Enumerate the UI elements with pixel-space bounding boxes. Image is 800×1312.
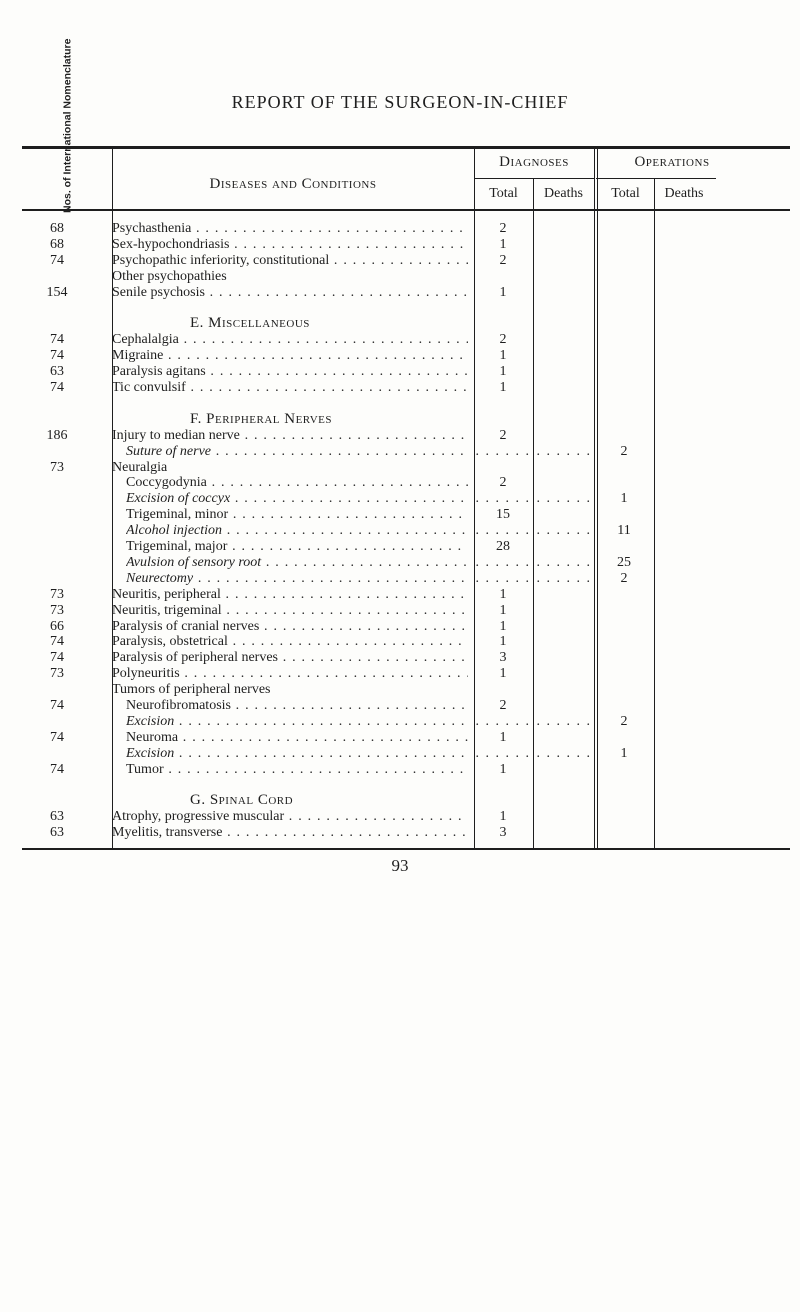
operations-total: 2 bbox=[620, 443, 628, 459]
nomenclature-number: 74 bbox=[50, 698, 64, 713]
disease-label: Myelitis, transverse . . . bbox=[112, 822, 468, 843]
disease-label: Other psychopathies bbox=[112, 268, 227, 284]
diagnoses-deaths-filler: . . . . . . bbox=[536, 443, 592, 459]
operations-total: 1 bbox=[620, 491, 628, 507]
disease-label: Injury to median nerve . . . bbox=[112, 425, 468, 446]
diagnoses-total: 1 bbox=[499, 729, 507, 745]
disease-label: Tumor . . . bbox=[126, 759, 468, 780]
diagnoses-total: 1 bbox=[499, 364, 507, 380]
diagnoses-subrule bbox=[474, 178, 594, 179]
diagnoses-deaths-filler: . . . . . . bbox=[536, 570, 592, 586]
nomenclature-number: 74 bbox=[50, 650, 64, 666]
diagnoses-total-filler: . . . . . . bbox=[475, 443, 531, 459]
diagnoses-total: 1 bbox=[499, 380, 507, 395]
disease-label: Polyneuritis . . . bbox=[112, 663, 468, 684]
nomenclature-number: 63 bbox=[50, 825, 64, 841]
diagnoses-total: 1 bbox=[499, 602, 507, 618]
nomenclature-number: 68 bbox=[50, 236, 64, 252]
diagnoses-total-filler: . . . . . . bbox=[475, 713, 531, 729]
operation-label: Neurectomy . . . bbox=[126, 568, 468, 589]
diagnoses-total-filler: . . . . . . bbox=[475, 745, 531, 761]
nomenclature-number: 74 bbox=[50, 729, 64, 745]
disease-label: Tumors of peripheral nerves bbox=[112, 682, 271, 698]
top-rule bbox=[22, 146, 790, 149]
operation-label: Avulsion of sensory root . . . bbox=[126, 552, 468, 573]
disease-label: Psychopathic inferiority, constitutional . . . bbox=[112, 250, 468, 271]
operations-total: 2 bbox=[620, 570, 628, 586]
disease-label: Psychasthenia . . . bbox=[112, 218, 468, 239]
nomenclature-number: 74 bbox=[50, 252, 64, 268]
disease-label: Migraine . . . bbox=[112, 345, 468, 366]
diagnoses-header: Diagnoses bbox=[499, 154, 569, 170]
diagnoses-total: 28 bbox=[496, 539, 510, 554]
section-heading: G. Spinal Cord bbox=[190, 792, 294, 809]
nomenclature-number: 73 bbox=[50, 666, 64, 682]
nomenclature-number: 63 bbox=[50, 364, 64, 380]
diagnoses-total: 15 bbox=[496, 507, 510, 523]
diagnoses-total: 1 bbox=[499, 586, 507, 602]
diagnoses-total: 1 bbox=[499, 284, 507, 300]
operation-label: Alcohol injection . . . bbox=[126, 520, 468, 541]
diagnoses-total: 2 bbox=[499, 332, 507, 348]
nomenclature-header: Nos. of International Nomenclature bbox=[61, 38, 74, 213]
operations-total-header: Total bbox=[611, 186, 640, 201]
diagnoses-total-filler: . . . . . . bbox=[475, 554, 531, 570]
diagnoses-deaths-filler: . . . . . . bbox=[536, 713, 592, 729]
diagnoses-total: 2 bbox=[499, 475, 507, 491]
section-heading: E. Miscellaneous bbox=[190, 315, 310, 332]
disease-label: Sex-hypochondriasis . . . bbox=[112, 234, 468, 255]
diagnoses-total: 1 bbox=[499, 761, 507, 777]
nomenclature-number: 74 bbox=[50, 634, 64, 650]
nomenclature-number: 66 bbox=[50, 618, 64, 634]
disease-label: Neuralgia bbox=[112, 459, 168, 475]
diagnoses-total: 1 bbox=[499, 666, 507, 682]
disease-label: Neurofibromatosis . . . bbox=[126, 695, 468, 716]
disease-label: Senile psychosis . . . bbox=[112, 282, 468, 303]
disease-label: Trigeminal, minor . . . bbox=[126, 504, 468, 525]
diagnoses-total: 1 bbox=[499, 236, 507, 252]
diagnoses-total: 1 bbox=[499, 634, 507, 650]
diagnoses-total: 1 bbox=[499, 348, 507, 364]
disease-label: Paralysis of peripheral nerves . . . bbox=[112, 647, 468, 668]
header-bottom-rule bbox=[22, 209, 790, 211]
operation-label: Suture of nerve . . . bbox=[126, 441, 468, 462]
operations-subrule bbox=[596, 178, 716, 179]
nomenclature-number: 73 bbox=[50, 602, 64, 618]
nomenclature-number: 74 bbox=[50, 332, 64, 348]
nomenclature-number: 73 bbox=[50, 586, 64, 602]
operation-label: Excision . . . bbox=[126, 711, 468, 732]
operations-deaths-header: Deaths bbox=[664, 186, 704, 201]
disease-label: Paralysis, obstetrical . . . bbox=[112, 631, 468, 652]
diagnoses-total-filler: . . . . . . bbox=[475, 491, 531, 507]
disease-label: Neuritis, trigeminal . . . bbox=[112, 600, 468, 621]
disease-label: Trigeminal, major . . . bbox=[126, 536, 468, 557]
nomenclature-number: 63 bbox=[50, 809, 64, 825]
nomenclature-number: 186 bbox=[46, 427, 68, 443]
diagnoses-total: 1 bbox=[499, 809, 507, 825]
diagnoses-total: 2 bbox=[499, 427, 507, 443]
diagnoses-total: 1 bbox=[499, 618, 507, 634]
operations-total: 2 bbox=[620, 713, 628, 729]
nomenclature-number: 74 bbox=[50, 348, 64, 364]
disease-label: Neuritis, peripheral . . . bbox=[112, 584, 468, 605]
disease-label: Coccygodynia . . . bbox=[126, 472, 468, 493]
disease-label: Neuroma . . . bbox=[126, 727, 468, 748]
operations-header: Operations bbox=[634, 154, 710, 170]
operation-label: Excision . . . bbox=[126, 743, 468, 764]
operations-total: 11 bbox=[617, 523, 631, 539]
operations-total: 1 bbox=[620, 745, 628, 761]
disease-label: Cephalalgia . . . bbox=[112, 329, 468, 350]
page-number: 93 bbox=[391, 856, 409, 875]
diagnoses-total-filler: . . . . . . bbox=[475, 570, 531, 586]
page-header: REPORT OF THE SURGEON-IN-CHIEF bbox=[231, 92, 569, 112]
diagnoses-deaths-filler: . . . . . . bbox=[536, 491, 592, 507]
diagnoses-deaths-filler: . . . . . . bbox=[536, 554, 592, 570]
nomenclature-number: 73 bbox=[50, 459, 64, 475]
diagnoses-deaths-header: Deaths bbox=[544, 186, 583, 201]
diagnoses-deaths-filler: . . . . . . bbox=[536, 745, 592, 761]
diagnoses-total: 2 bbox=[499, 698, 507, 713]
diagnoses-total-header: Total bbox=[489, 186, 518, 201]
nomenclature-number: 74 bbox=[50, 380, 64, 395]
diagnoses-total: 2 bbox=[499, 252, 507, 268]
bottom-rule bbox=[22, 848, 790, 850]
section-heading: F. Peripheral Nerves bbox=[190, 410, 333, 427]
diagnoses-total: 3 bbox=[499, 650, 507, 666]
diagnoses-total: 2 bbox=[499, 221, 507, 236]
diagnoses-deaths-filler: . . . . . . bbox=[536, 523, 592, 539]
table-row bbox=[0, 822, 800, 843]
nomenclature-number: 68 bbox=[50, 221, 64, 236]
operations-total: 25 bbox=[617, 554, 631, 570]
nomenclature-number: 74 bbox=[50, 761, 64, 777]
disease-label: Tic convulsif . . . bbox=[112, 377, 468, 398]
nomenclature-number: 154 bbox=[46, 284, 68, 300]
disease-label: Paralysis agitans . . . bbox=[112, 361, 468, 382]
diagnoses-total: 3 bbox=[499, 825, 507, 841]
disease-label: Paralysis of cranial nerves . . . bbox=[112, 616, 468, 637]
diseases-header: Diseases and Conditions bbox=[209, 176, 377, 192]
diagnoses-total-filler: . . . . . . bbox=[475, 523, 531, 539]
operation-label: Excision of coccyx . . . bbox=[126, 488, 468, 509]
disease-label: Atrophy, progressive muscular . . . bbox=[112, 806, 468, 827]
